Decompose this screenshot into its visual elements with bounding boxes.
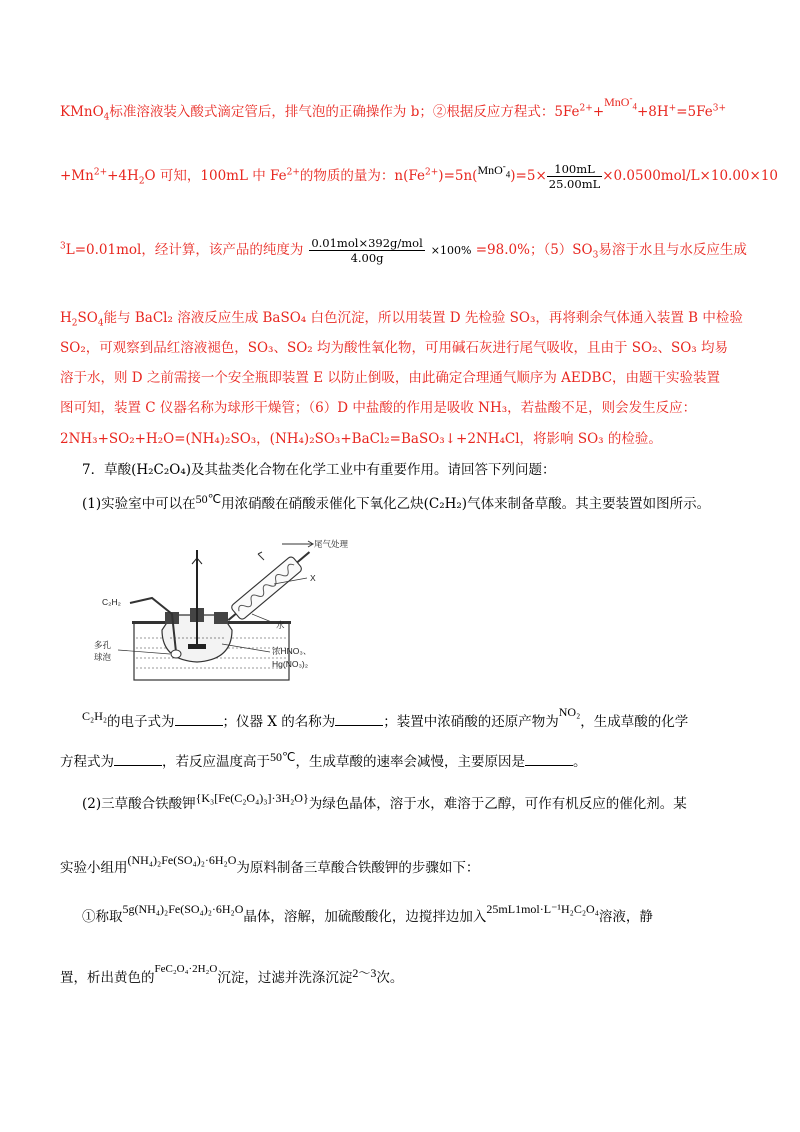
label-porous-1: 多孔 xyxy=(94,640,112,650)
step-1-line-2: 置，析出黄色的$^{FeC_2O_4\cdot 2H_2O}$沉淀，过滤并洗涤沉淀2～3次。 xyxy=(60,963,404,986)
answer-line-2: $+Mn^{2+}+4H_2O$ 可知，100mL 中 $Fe^{2+}$的物质的量为：$n(Fe^{2+})=5n(MnO^-_4)=5\times$ $\frac{100mL}{25.00mL}$ ×0.0500mol/L×10.00×10 xyxy=(60,161,778,191)
stopper-right xyxy=(214,612,228,624)
label-porous-2: 球泡 xyxy=(94,652,112,662)
fraction-purity: $\frac{\text{0.01mol×392g/mol}}{4.00g}$ xyxy=(311,236,423,265)
apparatus-diagram xyxy=(92,530,422,690)
answer-line-7: 图可知，装置 C 仪器名称为球形干燥管；（6）D 中盐酸的作用是吸收 NH₃，若盐酸不足，则会发生反应： xyxy=(60,400,697,416)
answer-blank-instrument-name[interactable] xyxy=(335,725,383,726)
answer-line-5: SO₂，可观察到品红溶液褪色，SO₃、SO₂ 均为酸性氧化物，可用碱石灰进行尾气吸收，且由于 SO₂、SO₃ 均易 xyxy=(60,340,729,356)
answer-line-3: $^3$L=0.01mol，经计算，该产品的纯度为 $\frac{\text{0.01mol×392g/mol}}{4.00g}$ ×100% =98.0%；$(5)SO_3$易溶于水且与水反应生成 xyxy=(60,236,747,265)
answer-line-8: 2NH₃+SO₂+H₂O=(NH₄)₂SO₃，(NH₄)₂SO₃+BaCl₂=BaSO₃↓+2NH₄Cl，将影响 SO₃ 的检验。 xyxy=(60,431,662,447)
porous-bulb xyxy=(171,650,181,658)
label-acid-1: 浓HNO₃、 xyxy=(272,646,312,656)
step-1-line-1: ①称取5g(NH₄)₂Fe(SO₄)₂·6H₂O晶体，溶解，加硫酸酸化，边搅拌边加入25mL1mol·L⁻¹H₂C₂O₄溶液，静 xyxy=(82,902,653,925)
label-water: 水 xyxy=(276,620,285,630)
label-c2h2: C₂H₂ xyxy=(102,597,121,607)
label-x: X xyxy=(310,573,316,583)
question-7-part2: (2)三草酸合铁酸钾{K₃[Fe(C₂O₄)₃]·3H₂O}为绿色晶体，溶于水，难溶于乙醇，可作有机反应的催化剂。某 xyxy=(82,791,687,812)
question-7-part1: (1)实验室中可以在50℃用浓硝酸在硝酸汞催化下氧化乙炔(C₂H₂)气体来制备草酸。其主要装置如图所示。 xyxy=(82,492,711,512)
fraction-volume-ratio: $\frac{100mL}{25.00mL}$ xyxy=(548,162,601,191)
answer-line-4: $H_2SO_4$能与 BaCl₂ 溶液反应生成 BaSO₄ 白色沉淀，所以用装置 D 先检验 SO₃，再将剩余气体通入装置 B 中检验 xyxy=(60,310,743,329)
answer-line-6: 溶于水，则 D 之前需接一个安全瓶即装置 E 以防止倒吸，由此确定合理通气顺序为 AEDBC，由题干实验装置 xyxy=(60,370,721,386)
label-acid-2: Hg(NO₃)₂ xyxy=(272,659,309,669)
answer-blank-electron-formula[interactable] xyxy=(175,725,223,726)
question-1-sub-line-2: 方程式为 ，若反应温度高于50℃，生成草酸的速率会减慢，主要原因是 。 xyxy=(60,750,587,770)
condenser-x xyxy=(222,545,315,627)
question-1-sub-line-1: C₂H₂的电子式为 ；仪器 X 的名称为 ；装置中浓硝酸的还原产物为NO₂，生成草酸的化学 xyxy=(82,705,689,730)
question-7-part2-line-2: 实验小组用(NH₄)₂Fe(SO₄)₂·6H₂O为原料制备三草酸合铁酸钾的步骤如下： xyxy=(60,853,480,876)
label-tail-gas: 尾气处理 xyxy=(314,539,349,549)
answer-blank-reason[interactable] xyxy=(525,765,573,766)
question-7-title: 7．草酸(H₂C₂O₄)及其盐类化合物在化学工业中有重要作用。请回答下列问题： xyxy=(82,462,556,478)
answer-line-1: KMnO$_4$标准溶液装入酸式滴定管后，排气泡的正确操作为 b；②根据反应方程式：$5Fe^{2+}+MnO^-_4+8H^+=5Fe^{3+}$ xyxy=(60,93,727,123)
answer-blank-equation[interactable] xyxy=(114,765,162,766)
